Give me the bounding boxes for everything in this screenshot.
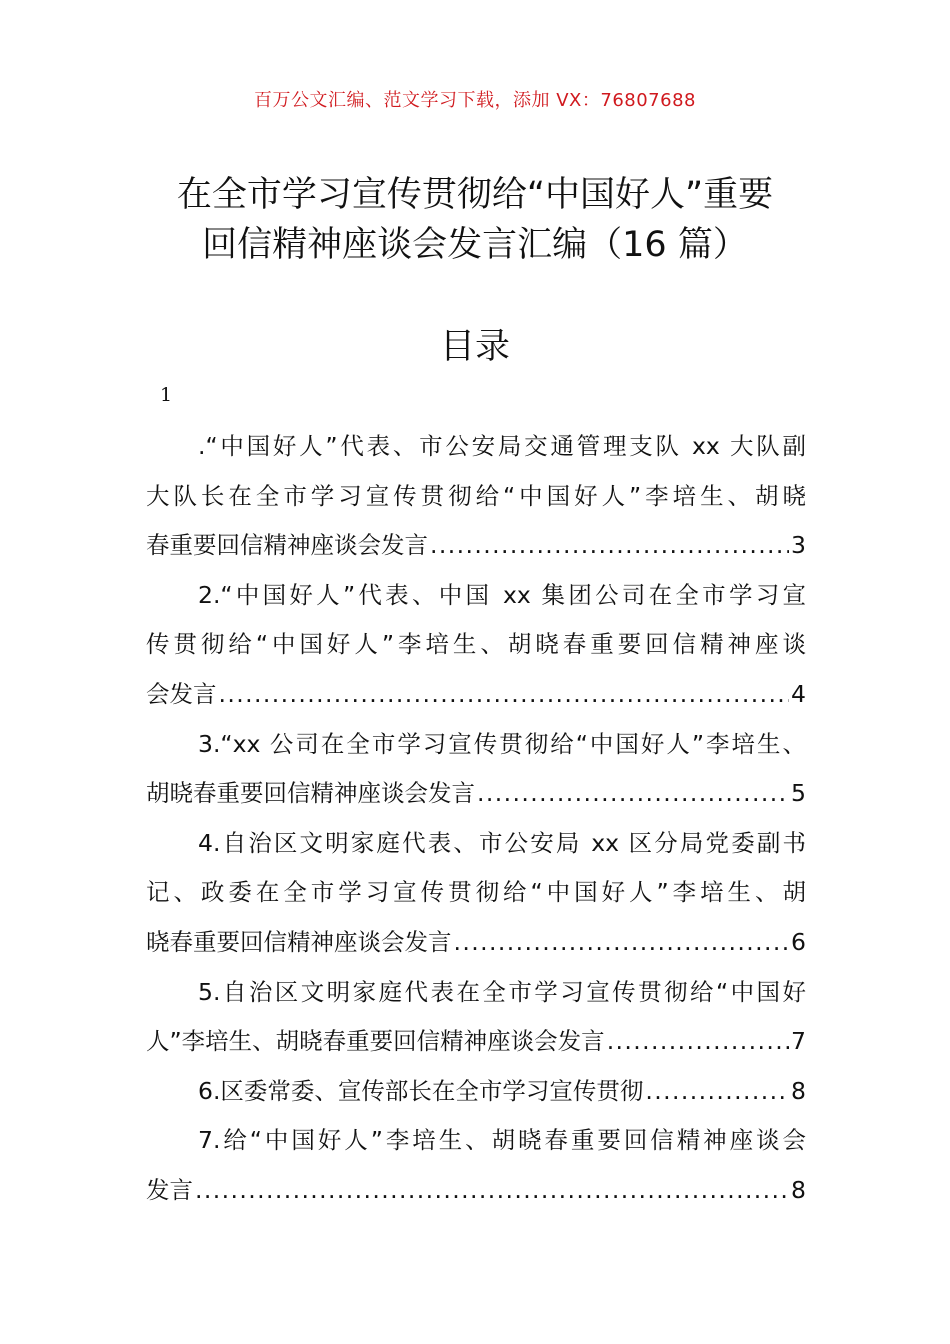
- toc-page-number: 5: [791, 779, 806, 808]
- toc-entry-last-line: [146, 918, 806, 968]
- toc-leader-dots: [477, 769, 789, 819]
- title-line-1: 在全市学习宣传贯彻给“中国好人”重要: [176, 175, 774, 215]
- toc-entry-last-line: [146, 1067, 806, 1117]
- toc-page-number: 8: [791, 1175, 806, 1204]
- title-line-2: 回信精神座谈会发言汇编（16 篇）: [202, 225, 748, 265]
- toc-entry-text: 胡晓春重要回信精神座谈会发言: [146, 779, 475, 808]
- toc-entry-last-line: [146, 769, 806, 819]
- toc-entry-text-line: 记、政委在全市学习宣传贯彻给“中国好人”李培生、胡: [146, 878, 806, 907]
- toc-entry-text-line: .“中国好人”代表、市公安局交通管理支队 xx 大队副: [198, 432, 806, 460]
- toc-entry-text-line: 传贯彻给“中国好人”李培生、胡晓春重要回信精神座谈: [146, 630, 806, 659]
- toc-entry[interactable]: [146, 571, 806, 720]
- toc-page-number: 6: [791, 927, 806, 956]
- toc-heading: 目录: [439, 327, 510, 367]
- toc-entry-text: 春重要回信精神座谈会发言: [146, 531, 428, 560]
- toc-entry-text-line: 3.“xx 公司在全市学习宣传贯彻给“中国好人”李培生、: [198, 729, 806, 758]
- toc-leader-dots: [454, 918, 790, 968]
- toc-entry-text: 会发言: [146, 679, 217, 708]
- toc-entry-text: 人”李培生、胡晓春重要回信精神座谈会发言: [146, 1027, 605, 1056]
- toc-entry-last-line: [146, 1166, 806, 1216]
- toc-entry-text-line: 大队长在全市学习宣传贯彻给“中国好人”李培生、胡晓: [146, 481, 806, 510]
- toc-entry[interactable]: [146, 1116, 806, 1215]
- toc-leader-dots: [219, 670, 790, 720]
- toc-entry[interactable]: [146, 422, 806, 571]
- toc-entry[interactable]: [146, 819, 806, 968]
- toc-entry-text-line: 5.自治区文明家庭代表在全市学习宣传贯彻给“中国好: [198, 977, 806, 1006]
- toc-page-number: 7: [791, 1027, 806, 1056]
- watermark-text: 百万公文汇编、范文学习下载，添加 VX：76807688: [254, 90, 696, 111]
- toc-entry-text-line: 2.“中国好人”代表、中国 xx 集团公司在全市学习宣: [198, 580, 806, 609]
- toc-entry[interactable]: [146, 1067, 806, 1117]
- toc-entry-last-line: [146, 1017, 806, 1067]
- toc-entry-text: 晓春重要回信精神座谈会发言: [146, 927, 452, 956]
- toc-entry-text-line: 4.自治区文明家庭代表、市公安局 xx 区分局党委副书: [198, 828, 806, 857]
- toc-entry-last-line: [146, 670, 806, 720]
- toc-entry-text-line: 7.给“中国好人”李培生、胡晓春重要回信精神座谈会: [198, 1126, 806, 1155]
- page-marker: 1: [160, 384, 173, 406]
- table-of-contents: [146, 422, 806, 1216]
- toc-entry[interactable]: [146, 720, 806, 819]
- toc-leader-dots: [430, 521, 789, 571]
- toc-leader-dots: [645, 1067, 789, 1117]
- toc-entry-text: 发言: [146, 1175, 193, 1204]
- toc-page-number: 8: [791, 1076, 806, 1105]
- toc-entry-text: 6.区委常委、宣传部长在全市学习宣传贯彻: [198, 1076, 644, 1105]
- toc-entry[interactable]: [146, 968, 806, 1067]
- toc-entry-last-line: [146, 521, 806, 571]
- toc-page-number: 4: [791, 679, 806, 708]
- toc-leader-dots: [607, 1017, 789, 1067]
- toc-leader-dots: [195, 1166, 789, 1216]
- document-title: [100, 170, 850, 270]
- toc-page-number: 3: [791, 531, 806, 560]
